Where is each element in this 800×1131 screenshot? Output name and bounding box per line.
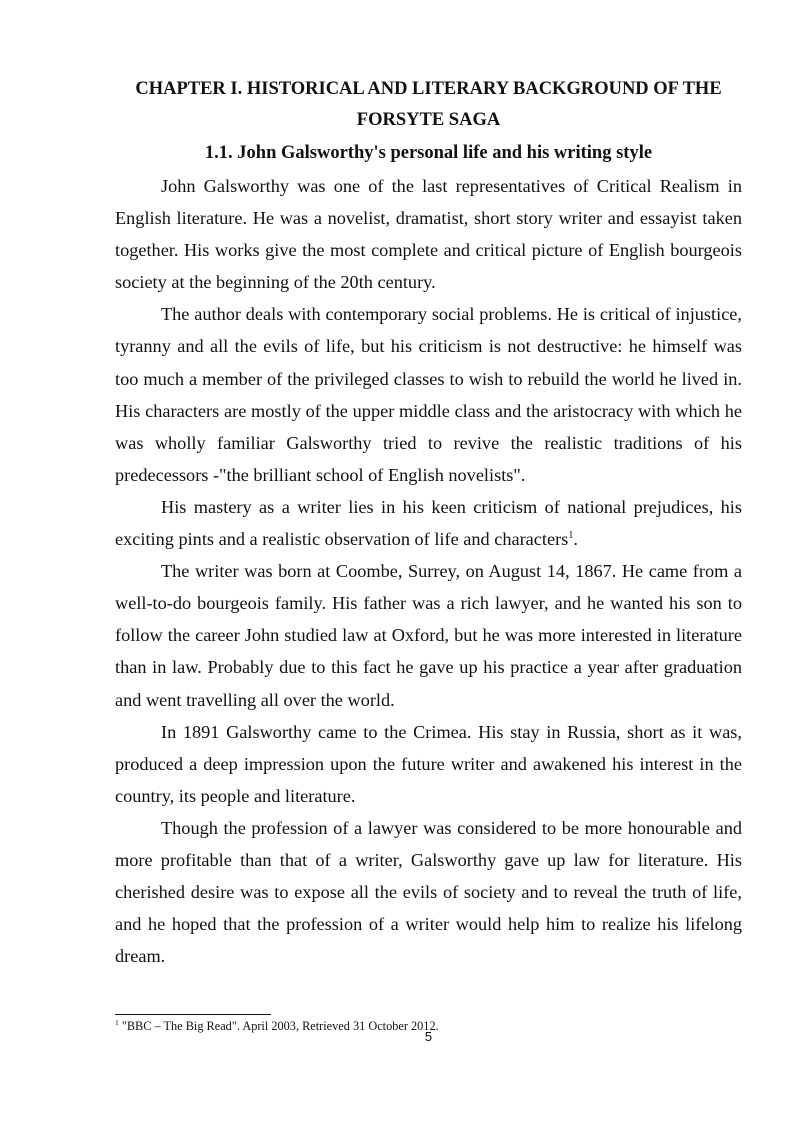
footnote-reference[interactable]: 1: [568, 529, 574, 541]
page-number: 5: [424, 1029, 433, 1044]
chapter-title: CHAPTER I. HISTORICAL AND LITERARY BACKGROUND OF THE FORSYTE SAGA: [135, 79, 722, 130]
footnote-text: "BBC – The Big Read". April 2003, Retrieved 31 October 2012.: [118, 1019, 439, 1033]
paragraph: John Galsworthy was one of the last representatives of Critical Realism in English literature. He was a novelist, dramatist, short story writer and essayist taken together. His works give the most complete and critical picture of English bourgeois society at the beginning of the 20th century.: [115, 176, 742, 293]
paragraph: [115, 491, 742, 555]
footnote-number: 1: [115, 1017, 119, 1027]
paragraph-end-period: .: [573, 529, 578, 550]
body-text: [115, 170, 742, 972]
paragraph: Though the profession of a lawyer was considered to be more honourable and more profitable than that of a writer, Galsworthy gave up law for literature. His cherished desire was to expose all the evils of society and to reveal the truth of life, and he hoped that the profession of a writer would help him to realize his lifelong dream.: [115, 817, 742, 967]
paragraph: The writer was born at Coombe, Surrey, on August 14, 1867. He came from a well-to-do bourgeois family. His father was a rich lawyer, and he wanted his son to follow the career John studied law at Oxford, but he was more interested in literature than in law. Probably due to this fact he gave up his practice a year after graduation and went travelling all over the world.: [115, 561, 742, 710]
paragraph-text: His mastery as a writer lies in his keen criticism of national prejudices, his exciting pints and a realistic observation of life and characters: [115, 496, 742, 550]
paragraph: The author deals with contemporary social problems. He is critical of injustice, tyranny and all the evils of life, but his criticism is not destructive: he himself was too much a member of the privileged classes to wish to rebuild the world he lived in. His characters are mostly of the upper middle class and the aristocracy with which he was wholly familiar Galsworthy tried to revive the realistic traditions of his predecessors -"the brilliant school of English novelists".: [115, 304, 742, 485]
footnote-separator: [115, 1014, 271, 1015]
paragraph: In 1891 Galsworthy came to the Crimea. His stay in Russia, short as it was, produced a deep impression upon the future writer and awakened his interest in the country, its people and literature.: [115, 721, 742, 806]
section-title: 1.1. John Galsworthy's personal life and his writing style: [204, 143, 653, 163]
